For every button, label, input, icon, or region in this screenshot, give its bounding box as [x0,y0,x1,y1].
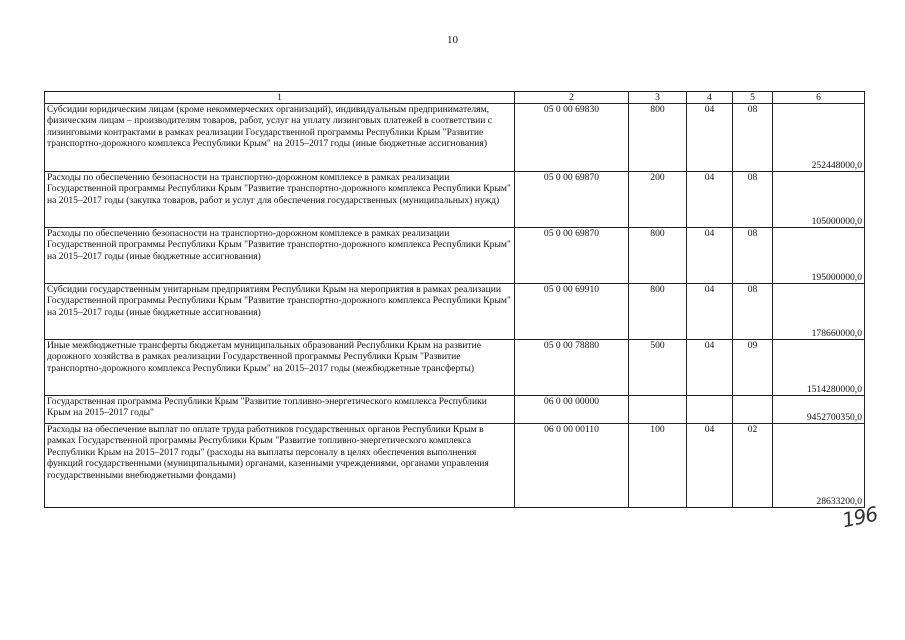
expense-type-cell: 200 [629,172,687,228]
target-code-cell: 05 0 00 69870 [515,228,629,284]
amount-cell: 252448000,0 [773,104,865,172]
subsection-cell: 02 [733,424,773,508]
amount-cell: 9452700350,0 [773,396,865,424]
expense-type-cell: 800 [629,228,687,284]
row-name-cell: Субсидии юридическим лицам (кроме некоммерческих организаций), индивидуальным предпринимателям, физическим лицам – производителям товаров, работ, услуг на уплату лизинговых платежей в соответствии с лизинговыми контрактами в рамках реализации Государственной программы Республики Крым "Развитие транспортно-дорожного комплекса Республики Крым" на 2015–2017 годы (иные бюджетные ассигнования) [45,104,515,172]
target-code-cell: 05 0 00 78880 [515,340,629,396]
table-row [45,172,865,228]
expense-type-cell [629,396,687,424]
column-header-5: 5 [733,92,773,104]
expense-type-cell: 800 [629,284,687,340]
column-header-4: 4 [687,92,733,104]
section-cell: 04 [687,172,733,228]
section-cell: 04 [687,104,733,172]
column-header-1: 1 [45,92,515,104]
section-cell: 04 [687,228,733,284]
section-cell [687,396,733,424]
table-row [45,396,865,424]
budget-table [44,91,865,508]
amount-cell: 28633200,0 [773,424,865,508]
column-header-3: 3 [629,92,687,104]
row-name-cell: Субсидии государственным унитарным предприятиям Республики Крым на мероприятия в рамках реализации Государственной программы Республики Крым "Развитие транспортно-дорожного комплекса Республики Крым" на 2015–2017 годы (иные бюджетные ассигнования) [45,284,515,340]
row-name-cell: Расходы по обеспечению безопасности на транспортно-дорожном комплексе в рамках реализации Государственной программы Республики Крым "Развитие транспортно-дорожного комплекса Республики Крым" на 2015–2017 годы (закупка товаров, работ и услуг для обеспечения государственных (муниципальных) нужд) [45,172,515,228]
target-code-cell: 05 0 00 69830 [515,104,629,172]
target-code-cell: 06 0 00 00110 [515,424,629,508]
row-name-cell: Расходы на обеспечение выплат по оплате труда работников государственных органов Республики Крым в рамках Государственной программы Республики Крым "Развитие топливно-энергетического комплекса Республики Крым на 2015–2017 годы" (расходы на выплаты персоналу в целях обеспечения выполнения функций государственными (муниципальными) органами, казенными учреждениями, органами управления государственными внебюджетными фондами) [45,424,515,508]
row-name-cell: Иные межбюджетные трансферты бюджетам муниципальных образований Республики Крым на развитие дорожного хозяйства в рамках реализации Государственной программы Республики Крым "Развитие транспортно-дорожного комплекса Республики Крым" на 2015–2017 годы (межбюджетные трансферты) [45,340,515,396]
table-row [45,104,865,172]
column-header-6: 6 [773,92,865,104]
subsection-cell [733,396,773,424]
table-row [45,228,865,284]
subsection-cell: 08 [733,172,773,228]
table-row [45,284,865,340]
amount-cell: 178660000,0 [773,284,865,340]
subsection-cell: 09 [733,340,773,396]
section-cell: 04 [687,284,733,340]
handwritten-page-stamp: 196 [839,501,880,533]
section-cell: 04 [687,424,733,508]
subsection-cell: 08 [733,284,773,340]
target-code-cell: 06 0 00 00000 [515,396,629,424]
target-code-cell: 05 0 00 69870 [515,172,629,228]
amount-cell: 105000000,0 [773,172,865,228]
expense-type-cell: 500 [629,340,687,396]
subsection-cell: 08 [733,104,773,172]
column-header-2: 2 [515,92,629,104]
row-name-cell: Государственная программа Республики Крым "Развитие топливно-энергетического комплекса Республики Крым на 2015–2017 годы" [45,396,515,424]
page-number: 10 [447,34,458,46]
expense-type-cell: 800 [629,104,687,172]
table-row [45,340,865,396]
table-header-row [45,92,865,104]
target-code-cell: 05 0 00 69910 [515,284,629,340]
subsection-cell: 08 [733,228,773,284]
expense-type-cell: 100 [629,424,687,508]
table-body [45,92,865,508]
row-name-cell: Расходы по обеспечению безопасности на транспортно-дорожном комплексе в рамках реализации Государственной программы Республики Крым "Развитие транспортно-дорожного комплекса Республики Крым" на 2015–2017 годы (иные бюджетные ассигнования) [45,228,515,284]
section-cell: 04 [687,340,733,396]
amount-cell: 195000000,0 [773,228,865,284]
amount-cell: 1514280000,0 [773,340,865,396]
table-row [45,424,865,508]
